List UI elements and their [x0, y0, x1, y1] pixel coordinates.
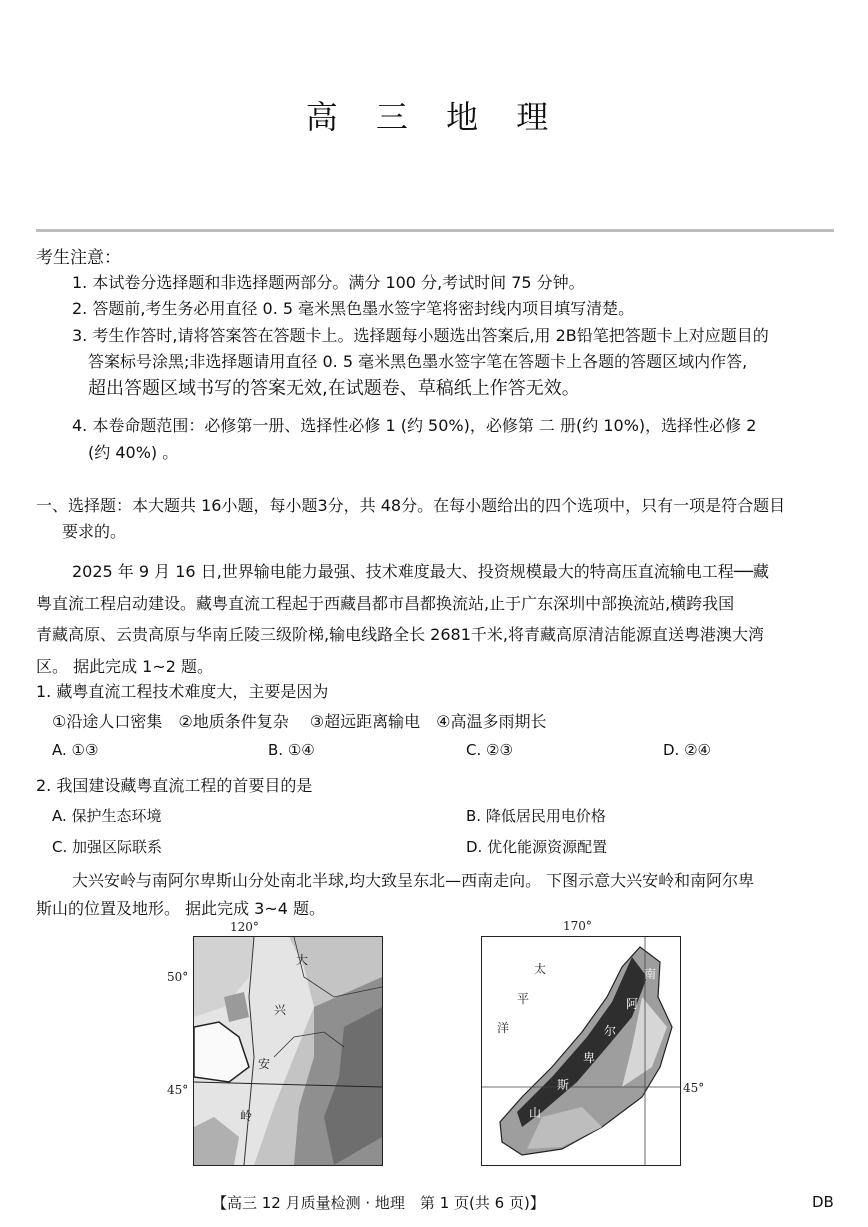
map-left-name-char-3: 安 [258, 1057, 271, 1071]
map-left-name-char-1: 大 [296, 953, 309, 967]
map-right-mountain-char-6: 山 [529, 1106, 542, 1120]
map-left-lat45-label: 45° [167, 1083, 189, 1097]
map-left-longitude-label: 120° [230, 920, 259, 934]
notice-item-1: 1. 本试卷分选择题和非选择题两部分。满分 100 分,考试时间 75 分钟。 [72, 273, 585, 292]
question-2-stem: 2. 我国建设藏粤直流工程的首要目的是 [36, 776, 313, 795]
notice-item-2: 2. 答题前,考生务必用直径 0. 5 毫米黑色墨水签字笔将密封线内项目填写清楚。 [72, 299, 635, 318]
page-title: 高 三 地 理 [305, 98, 563, 136]
map-right-ocean-char-2: 平 [517, 992, 530, 1006]
map-right-mountain-char-3: 尔 [604, 1024, 617, 1038]
section-1-line-1: 一、选择题：本大题共 16小题，每小题3分，共 48分。在每小题给出的四个选项中，只有一项是符合题目 [36, 496, 786, 515]
map-left-name-char-2: 兴 [274, 1003, 287, 1017]
passage-1-line-3: 青藏高原、云贵高原与华南丘陵三级阶梯,输电线路全长 2681千米,将青藏高原清洁能源直送粤港澳大湾 [36, 625, 764, 644]
map-greater-khingan [193, 936, 383, 1166]
map-right-ocean-char-1: 太 [534, 962, 547, 976]
page-footer: 【高三 12 月质量检测 · 地理 第 1 页(共 6 页)】 [212, 1194, 545, 1212]
question-2-option-a: A. 保护生态环境 [52, 807, 162, 825]
question-1-stem: 1. 藏粤直流工程技术难度大，主要是因为 [36, 682, 329, 701]
question-1-option-a: A. ①③ [52, 741, 99, 759]
passage-1-line-1: 2025 年 9 月 16 日,世界输电能力最强、技术难度最大、投资规模最大的特高压直流输电工程──藏 [72, 562, 770, 581]
notice-heading: 考生注意： [36, 248, 121, 268]
question-1-option-b: B. ①④ [268, 741, 315, 759]
map-left-name-char-4: 岭 [240, 1109, 253, 1123]
header-divider [36, 229, 834, 232]
page-code: DB [812, 1193, 834, 1211]
passage-2-line-1: 大兴安岭与南阿尔卑斯山分处南北半球,均大致呈东北—西南走向。 下图示意大兴安岭和南阿尔卑 [72, 871, 755, 890]
question-1-option-d: D. ②④ [663, 741, 711, 759]
section-1-line-2: 要求的。 [62, 522, 127, 541]
passage-1-line-2: 粤直流工程启动建设。藏粤直流工程起于西藏昌都市昌都换流站,止于广东深圳中部换流站,横跨我国 [36, 594, 735, 613]
question-2-option-b: B. 降低居民用电价格 [466, 807, 606, 825]
question-2-option-d: D. 优化能源资源配置 [466, 838, 608, 856]
notice-item-3-line-3: 超出答题区域书写的答案无效,在试题卷、草稿纸上作答无效。 [88, 378, 580, 399]
passage-2-line-2: 斯山的位置及地形。 据此完成 3~4 题。 [36, 899, 326, 918]
map-greater-khingan-terrain [194, 937, 382, 1165]
map-right-mountain-char-4: 卑 [583, 1051, 596, 1065]
map-right-lat45-label: 45° [683, 1081, 705, 1095]
passage-1-line-4: 区。 据此完成 1~2 题。 [36, 657, 214, 676]
notice-item-3-line-2: 答案标号涂黑;非选择题请用直径 0. 5 毫米黑色墨水签字笔在答题卡上各题的答题区域内作答, [88, 352, 748, 371]
map-right-mountain-char-2: 阿 [626, 997, 639, 1011]
notice-item-4-line-2: (约 40%) 。 [88, 443, 179, 462]
question-1-statements: ①沿途人口密集 ②地质条件复杂 ③超远距离输电 ④高温多雨期长 [52, 712, 547, 731]
map-right-mountain-char-1: 南 [644, 967, 657, 981]
map-left-lat50-label: 50° [167, 970, 189, 984]
notice-item-3-line-1: 3. 考生作答时,请将答案答在答题卡上。选择题每小题选出答案后,用 2B铅笔把答题卡上对应题目的 [72, 326, 769, 345]
question-2-option-c: C. 加强区际联系 [52, 838, 163, 856]
notice-item-4-line-1: 4. 本卷命题范围：必修第一册、选择性必修 1 (约 50%)，必修第 二 册(约 10%)，选择性必修 2 [72, 416, 757, 435]
question-1-option-c: C. ②③ [466, 741, 513, 759]
map-right-ocean-char-3: 洋 [497, 1021, 510, 1035]
map-right-mountain-char-5: 斯 [557, 1078, 570, 1092]
map-right-longitude-label: 170° [563, 919, 592, 933]
